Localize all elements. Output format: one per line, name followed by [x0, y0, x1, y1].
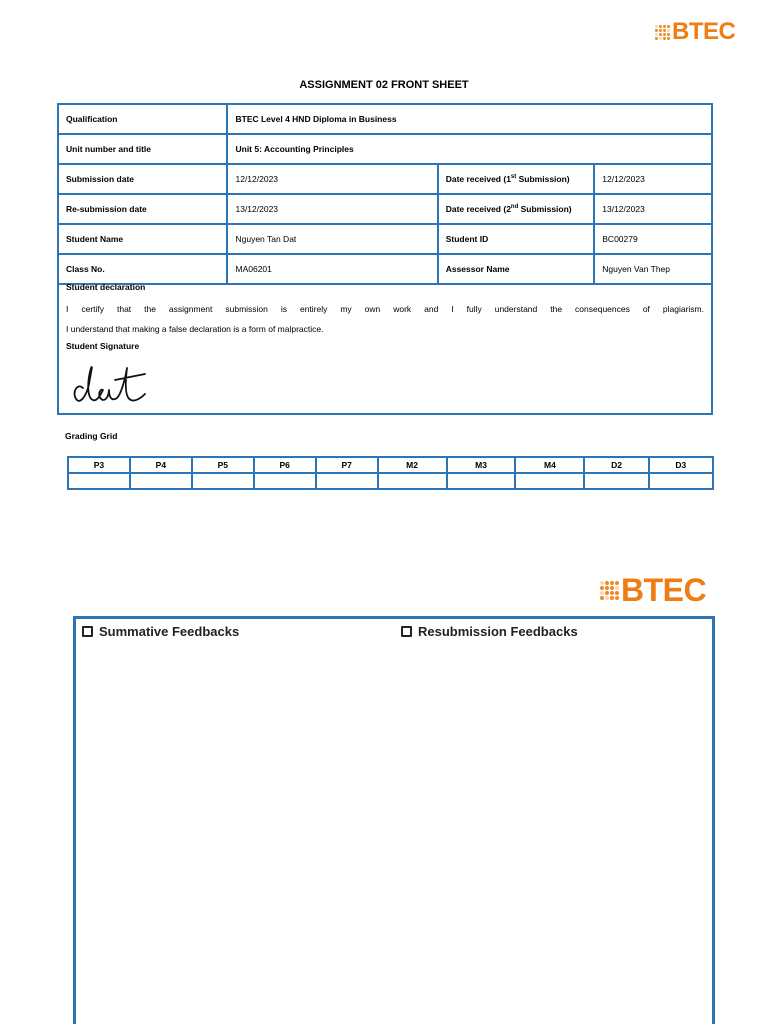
checkbox-icon[interactable] — [401, 626, 412, 637]
assessor-value: Nguyen Van Thep — [594, 254, 712, 284]
page-title: ASSIGNMENT 02 FRONT SHEET — [299, 79, 469, 91]
class-label: Class No. — [58, 254, 227, 284]
qualification-label: Qualification — [58, 104, 227, 134]
grade-cell — [649, 473, 713, 489]
grade-header: P3 — [68, 457, 130, 473]
table-row — [58, 104, 712, 134]
date-received-2-value: 13/12/2023 — [594, 194, 712, 224]
grade-cell — [515, 473, 584, 489]
unit-value: Unit 5: Accounting Principles — [227, 134, 712, 164]
class-value: MA06201 — [227, 254, 437, 284]
student-name-value: Nguyen Tan Dat — [227, 224, 437, 254]
logo-text: BTEC — [621, 572, 707, 608]
student-signature — [69, 358, 169, 408]
grade-header: M4 — [515, 457, 584, 473]
logo-text: BTEC — [672, 18, 736, 45]
grade-cell — [68, 473, 130, 489]
table-row — [58, 164, 712, 194]
feedback-box — [73, 616, 715, 1024]
assessor-label: Assessor Name — [438, 254, 595, 284]
date-received-1-value: 12/12/2023 — [594, 164, 712, 194]
unit-label: Unit number and title — [58, 134, 227, 164]
student-name-label: Student Name — [58, 224, 227, 254]
date-received-2-label: Date received (2nd Submission) — [438, 194, 595, 224]
declaration-text-line2: I understand that making a false declaration is a form of malpractice. — [66, 324, 324, 334]
front-sheet-table — [57, 103, 713, 285]
grading-header-row — [68, 457, 713, 473]
resubmission-feedback-label: Resubmission Feedbacks — [418, 624, 578, 639]
student-id-value: BC00279 — [594, 224, 712, 254]
table-row — [58, 134, 712, 164]
grade-header: M3 — [447, 457, 516, 473]
student-declaration — [57, 280, 713, 415]
declaration-text-line1: I certify that the assignment submission is entirely my own work and I fully understand the consequences of plagiarism. — [66, 304, 704, 314]
resubmission-feedback-heading — [401, 624, 578, 639]
grading-grid — [67, 456, 714, 490]
declaration-heading: Student declaration — [66, 282, 146, 292]
table-row — [58, 224, 712, 254]
grading-grid-title: Grading Grid — [65, 431, 118, 441]
date-received-1-label: Date received (1st Submission) — [438, 164, 595, 194]
logo-dots-icon — [655, 25, 670, 40]
resubmission-date-label: Re-submission date — [58, 194, 227, 224]
grade-header: P5 — [192, 457, 254, 473]
grade-cell — [378, 473, 447, 489]
student-id-label: Student ID — [438, 224, 595, 254]
qualification-value: BTEC Level 4 HND Diploma in Business — [227, 104, 712, 134]
grade-header: M2 — [378, 457, 447, 473]
submission-date-label: Submission date — [58, 164, 227, 194]
btec-logo — [600, 572, 706, 609]
logo-dots-icon — [600, 581, 619, 600]
summative-feedback-heading — [82, 624, 239, 639]
submission-date-value: 12/12/2023 — [227, 164, 437, 194]
checkbox-icon[interactable] — [82, 626, 93, 637]
grade-cell — [254, 473, 316, 489]
grading-value-row — [68, 473, 713, 489]
signature-heading: Student Signature — [66, 341, 140, 351]
table-row — [58, 194, 712, 224]
btec-logo — [655, 18, 735, 46]
grade-header: D2 — [584, 457, 648, 473]
grade-cell — [447, 473, 516, 489]
grade-cell — [316, 473, 378, 489]
grade-cell — [584, 473, 648, 489]
grade-header: P6 — [254, 457, 316, 473]
grade-cell — [192, 473, 254, 489]
grade-cell — [130, 473, 192, 489]
grade-header: D3 — [649, 457, 713, 473]
grade-header: P7 — [316, 457, 378, 473]
resubmission-date-value: 13/12/2023 — [227, 194, 437, 224]
summative-feedback-label: Summative Feedbacks — [99, 624, 240, 639]
grade-header: P4 — [130, 457, 192, 473]
